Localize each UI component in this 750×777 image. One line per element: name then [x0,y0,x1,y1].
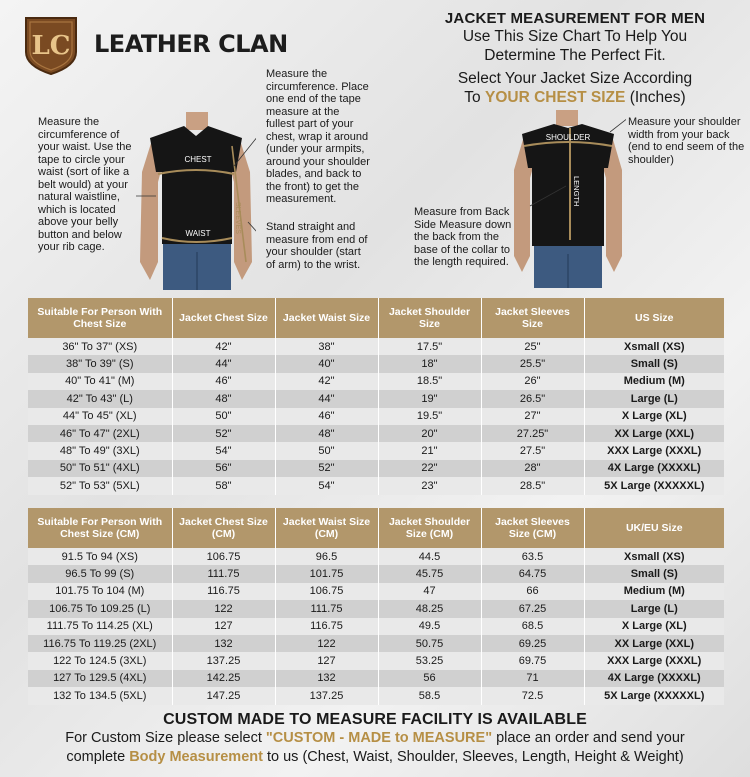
column-header: Jacket Waist Size [275,298,378,338]
table-cell: 132 [172,635,275,652]
table-cell: 45.75 [378,565,481,582]
table-row [28,635,724,652]
header-chest-size-accent: YOUR CHEST SIZE [484,89,626,106]
column-header: Suitable For Person With Chest Size [28,298,172,338]
table-cell: 137.25 [275,687,378,704]
chest-note: Measure the circumference. Place one end of the tape measure at the fullest part of your chest, wrap it around (under your armpits, around your shoulder blades, and back to the front) to get the measurement. [266,68,370,205]
table-cell: Small (S) [584,355,724,372]
table-cell: 54" [275,477,378,494]
table-cell: 106.75 [172,548,275,565]
header-line-2: Determine The Perfect Fit. [484,47,666,64]
table-cell: 19" [378,390,481,407]
table-cell: 101.75 [275,565,378,582]
table-cell: 44" [275,390,378,407]
table-cell: 42" To 43" (L) [28,390,172,407]
table-cell: Large (L) [584,390,724,407]
table-cell: 106.75 To 109.25 (L) [28,600,172,617]
table-cell: Xsmall (XS) [584,338,724,355]
table-cell: 111.75 To 114.25 (XL) [28,618,172,635]
table-cell: 23" [378,477,481,494]
header-line-1: Use This Size Chart To Help You [462,28,688,45]
table-cell: 22" [378,460,481,477]
table-cell: 28" [481,460,584,477]
table-cell: 56 [378,670,481,687]
table-cell: 58.5 [378,687,481,704]
table-row [28,477,724,494]
table-cell: 27.5" [481,442,584,459]
column-header: Jacket Chest Size [172,298,275,338]
length-note: Measure from Back Side Measure down the back from the base of the collar to the length required. [414,206,512,268]
table-cell: 49.5 [378,618,481,635]
table-cell: 132 [275,670,378,687]
table-cell: 50" [172,408,275,425]
table-cell: 52" [275,460,378,477]
table-cell: 127 [275,652,378,669]
table-cell: 38" [275,338,378,355]
waist-note: Measure the circumference of your waist. Use the tape to circle your waist (sort of like a belt would) at your natural waistline, which is located above your belly button and below your rib cage. [38,116,132,253]
brand-logo-letters: LC [31,31,71,61]
table-cell: 42" [172,338,275,355]
table-cell: 52" [172,425,275,442]
table-cell: 36" To 37" (XS) [28,338,172,355]
table-cell: XX Large (XXL) [584,635,724,652]
table-row [28,687,724,704]
brand-name: LEATHER CLAN [94,30,288,58]
table-cell: 127 To 129.5 (4XL) [28,670,172,687]
table-cell: 72.5 [481,687,584,704]
table-cell: 44" [172,355,275,372]
uk-table-header-row [28,508,724,548]
footer-line-2-suffix: to us (Chest, Waist, Shoulder, Sleeves, Length, Height & Weight) [266,749,684,765]
table-row [28,425,724,442]
header-line-4-prefix: To [464,89,481,106]
column-header: Suitable For Person With Chest Size (CM) [28,508,172,548]
table-row [28,355,724,372]
table-cell: Xsmall (XS) [584,548,724,565]
table-cell: 63.5 [481,548,584,565]
table-cell: 116.75 [275,618,378,635]
table-cell: 48.25 [378,600,481,617]
table-cell: 18" [378,355,481,372]
footer-title: CUSTOM MADE TO MEASURE FACILITY IS AVAILABLE [163,711,587,728]
table-cell: 42" [275,373,378,390]
uk-table-body [28,548,724,705]
table-cell: 27" [481,408,584,425]
table-cell: 91.5 To 94 (XS) [28,548,172,565]
back-figure-illustration [510,110,626,288]
column-header: Jacket Waist Size (CM) [275,508,378,548]
table-cell: 101.75 To 104 (M) [28,583,172,600]
table-cell: 111.75 [172,565,275,582]
table-cell: 53.25 [378,652,481,669]
table-cell: 48" To 49" (3XL) [28,442,172,459]
table-cell: 21" [378,442,481,459]
table-cell: 106.75 [275,583,378,600]
chest-label: CHEST [184,155,212,164]
shoulder-label: SHOULDER [545,133,591,142]
table-cell: 69.75 [481,652,584,669]
table-cell: 137.25 [172,652,275,669]
column-header: Jacket Chest Size (CM) [172,508,275,548]
table-cell: 127 [172,618,275,635]
sleeves-label: SLEEVES [234,202,241,234]
column-header: Jacket Sleeves Size [481,298,584,338]
table-cell: 96.5 To 99 (S) [28,565,172,582]
footer-line-2-prefix: complete [66,749,126,765]
footer-line-1-prefix: For Custom Size please select [65,730,262,746]
header-block [410,10,740,107]
table-cell: 47 [378,583,481,600]
custom-made-to-measure-accent: "CUSTOM - MADE to MEASURE" [265,730,493,746]
table-cell: Medium (M) [584,373,724,390]
table-cell: 4X Large (XXXXL) [584,670,724,687]
brand-logo [22,14,80,76]
table-row [28,670,724,687]
table-cell: 25" [481,338,584,355]
body-measurement-accent: Body Measurement [129,749,263,765]
column-header: Jacket Shoulder Size (CM) [378,508,481,548]
table-cell: 19.5" [378,408,481,425]
table-cell: 4X Large (XXXXL) [584,460,724,477]
table-cell: 40" [275,355,378,372]
table-cell: 44" To 45" (XL) [28,408,172,425]
footer-line-1-suffix: place an order and send your [496,730,685,746]
table-cell: 96.5 [275,548,378,565]
table-cell: 48" [275,425,378,442]
table-cell: Small (S) [584,565,724,582]
table-cell: 58" [172,477,275,494]
table-row [28,442,724,459]
table-cell: 142.25 [172,670,275,687]
table-cell: 116.75 [172,583,275,600]
table-cell: 26" [481,373,584,390]
table-cell: 111.75 [275,600,378,617]
column-header: UK/EU Size [584,508,724,548]
table-cell: 46" To 47" (2XL) [28,425,172,442]
table-cell: 116.75 To 119.25 (2XL) [28,635,172,652]
column-header: Jacket Sleeves Size (CM) [481,508,584,548]
waist-label: WAIST [185,229,211,238]
table-cell: 122 To 124.5 (3XL) [28,652,172,669]
table-cell: 122 [275,635,378,652]
table-cell: 48" [172,390,275,407]
table-cell: 46" [275,408,378,425]
table-cell: 5X Large (XXXXXL) [584,687,724,704]
table-row [28,408,724,425]
table-cell: Large (L) [584,600,724,617]
table-cell: 38" To 39" (S) [28,355,172,372]
table-row [28,600,724,617]
table-cell: 50.75 [378,635,481,652]
table-cell: 71 [481,670,584,687]
table-cell: XXX Large (XXXL) [584,652,724,669]
table-row [28,390,724,407]
table-cell: 69.25 [481,635,584,652]
column-header: US Size [584,298,724,338]
table-cell: 17.5" [378,338,481,355]
header-line-3: Select Your Jacket Size According [457,70,693,87]
table-cell: 5X Large (XXXXXL) [584,477,724,494]
table-cell: 44.5 [378,548,481,565]
table-cell: 147.25 [172,687,275,704]
table-row [28,548,724,565]
length-label: LENGTH [572,176,581,207]
header-line-4 [410,88,740,107]
table-cell: 66 [481,583,584,600]
table-row [28,583,724,600]
us-size-table [28,298,724,495]
us-table-body [28,338,724,495]
header-line-4-suffix: (Inches) [629,89,686,106]
table-row [28,618,724,635]
table-cell: 132 To 134.5 (5XL) [28,687,172,704]
table-cell: 27.25" [481,425,584,442]
table-row [28,565,724,582]
table-row [28,338,724,355]
footer-line-2 [0,748,750,767]
front-figure-illustration [136,112,256,290]
column-header: Jacket Shoulder Size [378,298,481,338]
table-cell: 50" To 51" (4XL) [28,460,172,477]
table-cell: 122 [172,600,275,617]
table-row [28,652,724,669]
table-cell: 18.5" [378,373,481,390]
uk-eu-size-table [28,508,724,705]
table-cell: 64.75 [481,565,584,582]
shoulder-note: Measure your shoulder width from your back (end to end seem of the shoulder) [628,116,745,166]
table-row [28,460,724,477]
table-cell: XXX Large (XXXL) [584,442,724,459]
table-cell: XX Large (XXL) [584,425,724,442]
table-cell: 28.5" [481,477,584,494]
table-cell: 68.5 [481,618,584,635]
us-table-header-row [28,298,724,338]
table-cell: 54" [172,442,275,459]
table-cell: 40" To 41" (M) [28,373,172,390]
table-row [28,373,724,390]
header-title: JACKET MEASUREMENT FOR MEN [444,10,706,27]
table-cell: 56" [172,460,275,477]
table-cell: 25.5" [481,355,584,372]
table-cell: 52" To 53" (5XL) [28,477,172,494]
footer-block [0,711,750,767]
table-cell: 20" [378,425,481,442]
table-cell: 46" [172,373,275,390]
table-cell: 26.5" [481,390,584,407]
footer-line-1 [0,729,750,748]
table-cell: Medium (M) [584,583,724,600]
table-cell: 50" [275,442,378,459]
table-cell: X Large (XL) [584,408,724,425]
sleeves-note: Stand straight and measure from end of your shoulder (start of arm) to the wrist. [266,221,368,271]
table-cell: X Large (XL) [584,618,724,635]
table-cell: 67.25 [481,600,584,617]
